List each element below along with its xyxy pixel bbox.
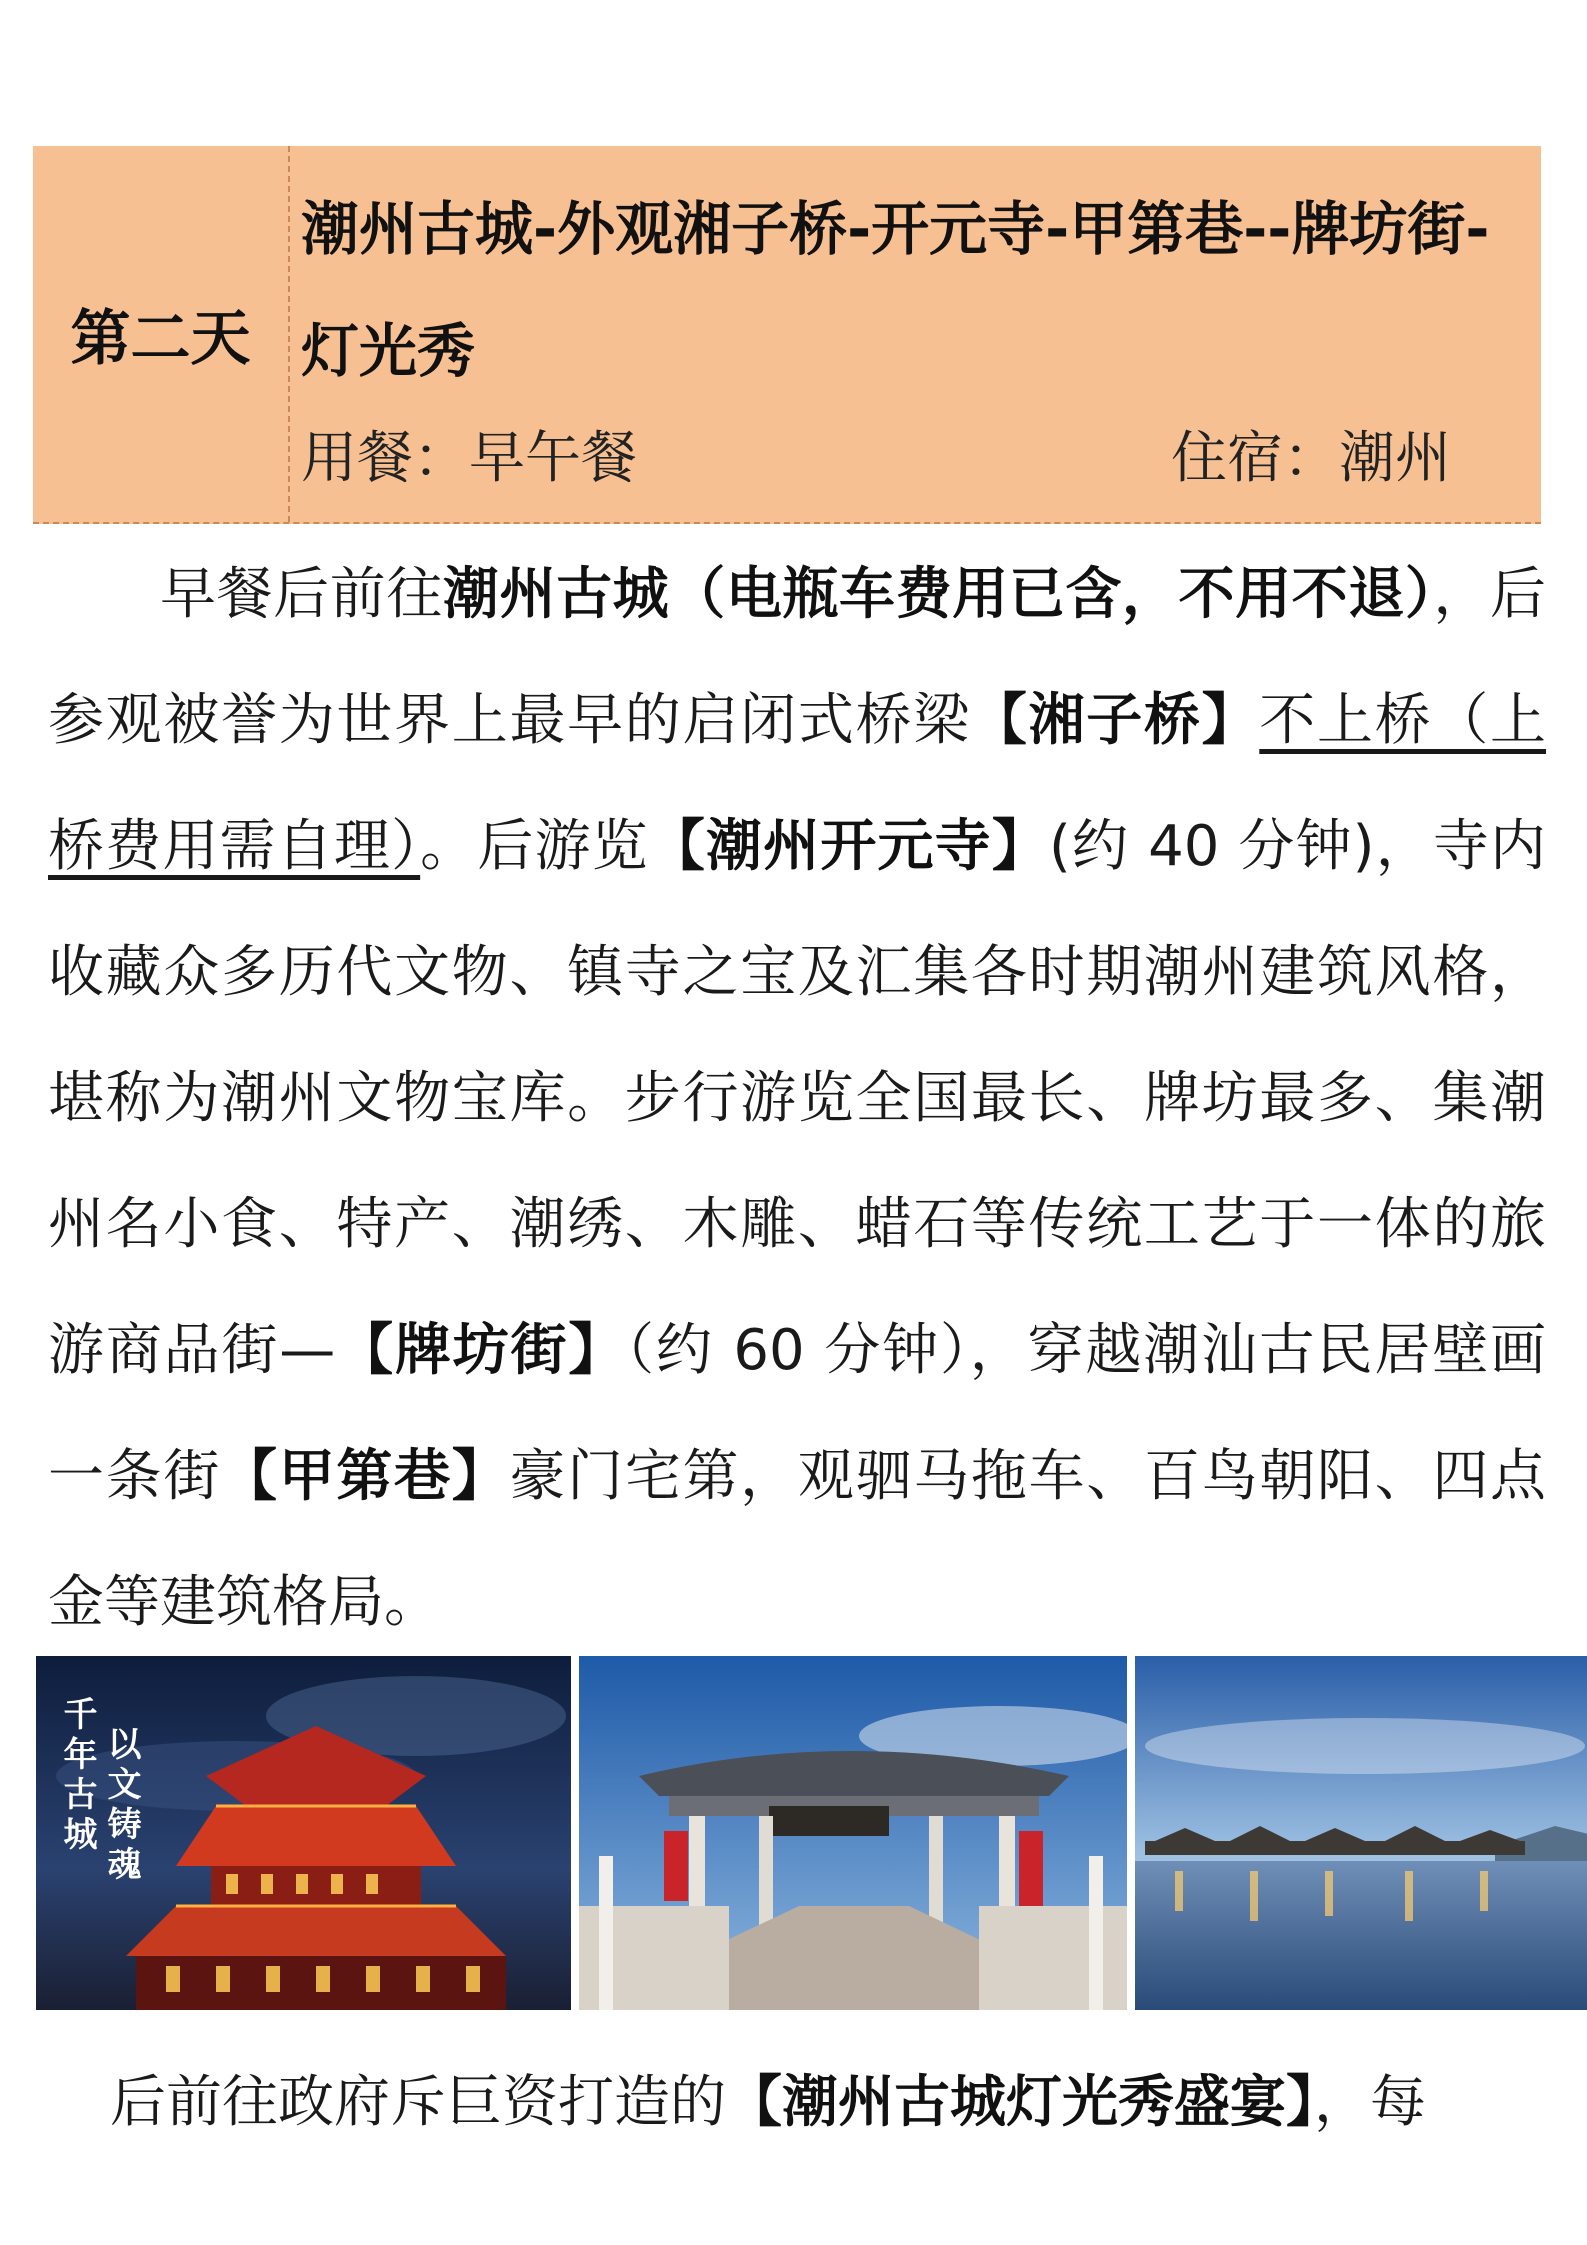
itinerary-paragraph-2 bbox=[48, 2040, 1546, 2166]
highlight-text: 【牌坊街】 bbox=[335, 1318, 627, 1383]
underlined-note: 不上桥（上桥费用需自理） bbox=[48, 688, 1547, 879]
day-label: 第二天 bbox=[33, 146, 290, 522]
day-header bbox=[33, 146, 1541, 524]
highlight-text: 【潮州开元寺】 bbox=[648, 814, 1049, 879]
photo-strip bbox=[36, 1656, 1562, 2010]
meal-info: 用餐：早午餐 bbox=[301, 426, 637, 491]
text-span: 。后游览 bbox=[420, 814, 649, 879]
day-title: 潮州古城-外观湘子桥-开元寺-甲第巷--牌坊街-灯光秀 bbox=[301, 195, 1490, 385]
photo-caption-a: 千年古城 bbox=[57, 1696, 97, 1856]
text-span: ，每 bbox=[1314, 2070, 1426, 2135]
photo-bridge-pavilion bbox=[579, 1656, 1127, 2010]
highlight-text: 潮州古城（电瓶车费用已含，不用不退） bbox=[442, 562, 1434, 627]
photo-caption-b: 以文铸魂 bbox=[101, 1726, 141, 1886]
photo-night-tower bbox=[36, 1656, 571, 2010]
lodging-info: 住宿：潮州 bbox=[1171, 426, 1451, 491]
highlight-text: 【甲第巷】 bbox=[221, 1444, 510, 1509]
highlight-text: 【潮州古城灯光秀盛宴】 bbox=[726, 2070, 1314, 2135]
photo-river-bridge bbox=[1135, 1656, 1587, 2010]
itinerary-paragraph bbox=[48, 532, 1546, 1666]
text-span: 早餐后前往 bbox=[160, 562, 443, 627]
text-span: 豪门宅第，观驷马拖车、百鸟朝阳、四点金等建筑格局。 bbox=[48, 1444, 1547, 1635]
text-span: 后前往政府斥巨资打造的 bbox=[110, 2070, 726, 2135]
text-span: （约 60 分钟），穿越潮汕古民居壁画一条街 bbox=[48, 1318, 1547, 1509]
highlight-text: 【湘子桥】 bbox=[970, 688, 1260, 753]
text-span: (约 40 分钟)，寺内收藏众多历代文物、镇寺之宝及汇集各时期潮州建筑风格，堪称为潮州文物宝库。步行游览全国最长、牌坊最多、集潮州名小食、特产、潮绣、木雕、蜡石等传统工艺于一体的旅游商品街— bbox=[48, 814, 1547, 1383]
text-span: ，后参观被誉为世界上最早的启闭式桥梁 bbox=[48, 562, 1547, 753]
day-meta bbox=[301, 414, 1501, 504]
